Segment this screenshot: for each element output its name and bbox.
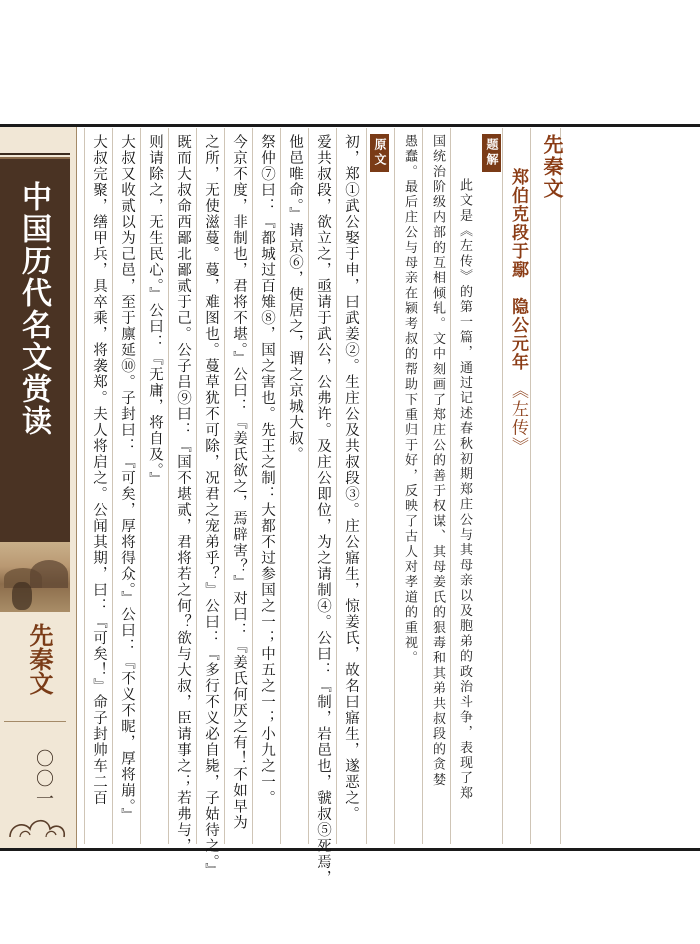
original-text-column: 初，郑①武公娶于申，曰武姜②。生庄公及共叔段③。庄公寤生，惊姜氏，故名曰寤生，遂恶之。 [343,134,359,822]
column-divider [168,128,169,844]
summary-column: 国统治阶级内部的互相倾轧。文中刻画了郑庄公的善于权谋、其母姜氏的狠毒和其弟共叔段的贪婪 [430,134,445,788]
column-divider [140,128,141,844]
work-era: 隐公元年 [508,297,528,372]
book-title: 中国历代名文赏读 [16,181,51,437]
summary-badge: 题解 [482,134,501,172]
work-title-text: 郑伯克段于鄢 [508,168,528,279]
dynasty-heading: 先秦文 [540,134,564,200]
column-divider [560,128,561,844]
summary-column: 愚蠢。最后庄公与母亲在颍考叔的帮助下重归于好，反映了古人对孝道的重视。 [402,134,417,666]
landscape-painting-image [0,542,70,612]
column-divider [84,128,85,844]
column-divider [422,128,423,844]
column-divider [336,128,337,844]
sidebar-top-rule [0,153,70,155]
column-divider [196,128,197,844]
book-title-panel [0,157,70,544]
page-number: 〇〇一 [33,749,54,809]
column-divider [308,128,309,844]
original-text-column: 大叔又收贰以为己邑，至于廪延⑩。子封曰：『可矣，厚将得众。』公曰：『不义不昵，厚将崩。』 [119,134,135,824]
column-divider [502,128,503,844]
original-text-badge: 原文 [370,134,389,172]
column-divider [366,128,367,844]
work-source: 《左传》 [508,390,528,456]
original-text-column: 祭仲⑦曰：『都城过百雉⑧，国之害也。先王之制：大都不过参国之一；中五之一；小九之一。 [259,134,275,806]
original-text-column: 既而大叔命西鄙北鄙贰于己。公子吕⑨曰：『国不堪贰，君将若之何？欲与大叔，臣请事之；若弗与， [175,134,191,854]
left-sidebar [0,127,77,848]
bottom-border-rule [0,848,700,851]
original-text-column: 之所，无使滋蔓。蔓，难图也。蔓草犹不可除，况君之宠弟乎？』公曰：『多行不义必自毙，子姑待之。』 [203,134,219,879]
cloud-ornament-icon [6,807,70,843]
original-text-column: 他邑唯命。』请京⑥，使居之，谓之京城大叔。 [287,134,303,463]
sidebar-divider [4,721,66,722]
column-divider [112,128,113,844]
original-text-column: 爱共叔段，欲立之，亟请于武公，公弗许。及庄公即位，为之请制④。公曰：『制，岩邑也，虢叔⑤死焉， [315,134,331,886]
original-text-column: 今京不度，非制也，君将不堪。』公曰：『姜氏欲之，焉辟害？』对曰：『姜氏何厌之有！不如早为 [231,134,247,831]
column-divider [252,128,253,844]
original-text-column: 则请除之，无生民心。』公曰：『无庸，将自及。』 [147,134,163,488]
summary-column: 此文是《左传》的第一篇，通过记述春秋初期郑庄公与其母亲以及胞弟的政治斗争，表现了郑 [457,178,472,802]
column-divider [450,128,451,844]
work-title [506,168,531,456]
column-divider [224,128,225,844]
original-text-column: 大叔完聚，缮甲兵，具卒乘，将袭郑。夫人将启之。公闻其期，曰：『可矣！』命子封帅车二百 [91,134,107,806]
column-divider [394,128,395,844]
top-border-rule [0,124,700,127]
column-divider [280,128,281,844]
section-label: 先秦文 [25,623,54,695]
